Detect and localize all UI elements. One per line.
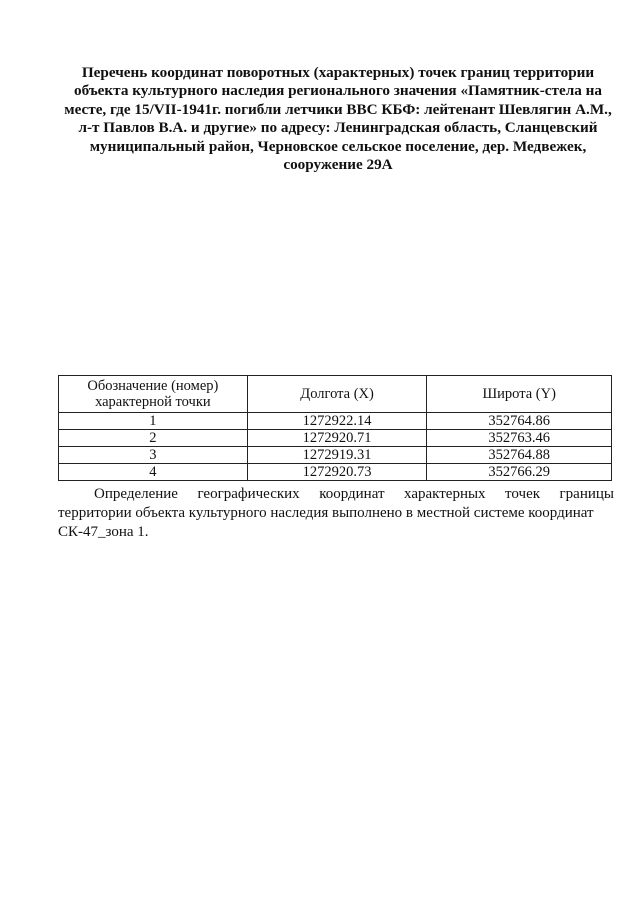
cell-y: 352764.88 [427, 447, 612, 464]
document-title [62, 64, 614, 174]
header-point-line1: Обозначение (номер) [87, 378, 219, 394]
title-line: Перечень координат поворотных (характерных) точек границ территории [81, 64, 595, 81]
note-line [58, 485, 614, 504]
note-line: территории объекта культурного наследия выполнено в местной системе координат [58, 505, 594, 521]
cell-point: 4 [59, 464, 248, 481]
coordinates-table [58, 375, 612, 481]
cell-x: 1272919.31 [247, 447, 427, 464]
table-row [59, 464, 612, 481]
cell-x: 1272920.71 [247, 430, 427, 447]
cell-point: 2 [59, 430, 248, 447]
header-point-line2: характерной точки [95, 394, 211, 410]
cell-x: 1272922.14 [247, 413, 427, 430]
note-line-text: Определение географических координат характерных точек границы [94, 486, 614, 502]
table-row [59, 413, 612, 430]
cell-point: 1 [59, 413, 248, 430]
coordinate-system-note [58, 485, 614, 542]
title-line: муниципальный район, Черновское сельское поселение, дер. Медвежек, [89, 137, 587, 155]
table-row [59, 430, 612, 447]
title-line: л-т Павлов В.А. и другие» по адресу: Ленинградская область, Сланцевский [78, 119, 598, 137]
cell-y: 352764.86 [427, 413, 612, 430]
title-line: месте, где 15/VII-1941г. погибли летчики ВВС КБФ: лейтенант Шевлягин А.М., [64, 100, 612, 118]
cell-x: 1272920.73 [247, 464, 427, 481]
header-point-number [59, 376, 248, 413]
table-row [59, 447, 612, 464]
table-header-row [59, 376, 612, 413]
title-line: сооружение 29А [283, 156, 393, 174]
cell-y: 352763.46 [427, 430, 612, 447]
cell-point: 3 [59, 447, 248, 464]
title-line: объекта культурного наследия регионального значения «Памятник-стела на [74, 82, 602, 100]
header-latitude-y: Широта (Y) [427, 376, 612, 413]
header-longitude-x: Долгота (X) [247, 376, 427, 413]
cell-y: 352766.29 [427, 464, 612, 481]
note-line: СК-47_зона 1. [58, 524, 149, 540]
